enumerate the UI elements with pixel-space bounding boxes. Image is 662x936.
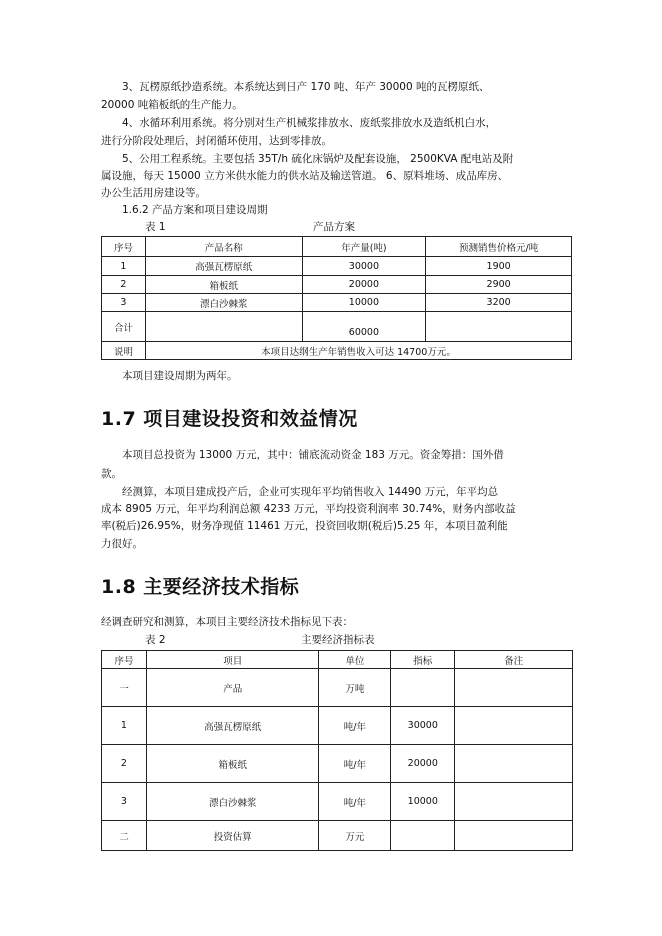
section-heading: 1.8 主要经济技术指标	[101, 576, 300, 598]
paragraph-line: 本项目建设周期为两年。	[122, 370, 238, 382]
paragraph-line: 进行分阶段处理后，封闭循环使用，达到零排放。	[101, 135, 332, 147]
table-title: 主要经济指标表	[301, 634, 375, 646]
table-cell	[455, 745, 573, 783]
paragraph-line: 经测算，本项目建成投产后，企业可实现年平均销售收入 14490 万元，年平均总	[122, 486, 499, 498]
table-note-row	[102, 342, 572, 360]
table-cell: 30000	[302, 257, 426, 276]
header-cell: 序号	[102, 651, 147, 669]
table-label: 表 2	[145, 634, 166, 646]
table-total-row	[102, 312, 572, 342]
table-cell	[455, 669, 573, 707]
table-row	[102, 669, 573, 707]
header-cell: 项目	[146, 651, 319, 669]
product-plan-table	[101, 236, 572, 360]
table-row	[102, 821, 573, 851]
table-cell: 漂白沙棘浆	[145, 294, 302, 312]
table-cell	[391, 821, 455, 851]
header-cell: 指标	[391, 651, 455, 669]
paragraph-line: 属设施，每天 15000 立方米供水能力的供水站及输送管道。 6、原料堆场、成品库房、	[101, 170, 509, 182]
table-row	[102, 707, 573, 745]
table-cell	[455, 821, 573, 851]
note-text-cell: 本项目达纲生产年销售收入可达 14700万元。	[145, 342, 571, 360]
table-row	[102, 294, 572, 312]
paragraph-line: 3、瓦楞原纸抄造系统。本系统达到日产 170 吨、年产 30000 吨的瓦楞原纸、	[122, 81, 490, 93]
table-row	[102, 257, 572, 276]
table-cell: 1900	[426, 257, 572, 276]
table-cell: 吨/年	[319, 745, 391, 783]
paragraph-line: 5、公用工程系统。主要包括 35T/h 硫化床锅炉及配套设施， 2500KVA 配电站及附	[122, 153, 514, 165]
table-header-row	[102, 651, 573, 669]
table-cell: 投资估算	[146, 821, 319, 851]
table-cell: 箱板纸	[145, 276, 302, 294]
header-cell: 备注	[455, 651, 573, 669]
paragraph-line: 款。	[101, 468, 122, 480]
header-cell: 年产量(吨)	[302, 237, 426, 257]
table-cell: 20000	[302, 276, 426, 294]
table-label: 表 1	[145, 221, 166, 233]
table-cell: 产品	[146, 669, 319, 707]
table-cell	[455, 783, 573, 821]
table-title: 产品方案	[313, 221, 355, 233]
total-label-cell: 合计	[102, 312, 146, 342]
table-cell: 3	[102, 294, 146, 312]
table-cell: 3	[102, 783, 147, 821]
table-row	[102, 745, 573, 783]
table-cell: 漂白沙棘浆	[146, 783, 319, 821]
paragraph-line: 成本 8905 万元，年平均利润总额 4233 万元，平均投资利润率 30.74%，财务内部收益	[101, 503, 516, 515]
table-row	[102, 783, 573, 821]
economic-indicators-table	[101, 650, 573, 851]
table-row	[102, 276, 572, 294]
paragraph-line: 4、水循环利用系统。将分别对生产机械浆排放水、废纸浆排放水及造纸机白水，	[122, 117, 497, 129]
subsection-heading: 1.6.2 产品方案和项目建设周期	[122, 204, 268, 216]
paragraph-line: 20000 吨箱板纸的生产能力。	[101, 99, 243, 111]
table-cell: 2	[102, 745, 147, 783]
table-header-row	[102, 237, 572, 257]
table-cell: 高强瓦楞原纸	[145, 257, 302, 276]
table-cell: 吨/年	[319, 707, 391, 745]
note-label-cell: 说明	[102, 342, 146, 360]
paragraph-line: 率(税后)26.95%，财务净现值 11461 万元，投资回收期(税后)5.25 年，本项目盈利能	[101, 520, 508, 532]
section-heading: 1.7 项目建设投资和效益情况	[101, 408, 358, 430]
total-value-cell: 60000	[302, 312, 426, 342]
table-cell: 万元	[319, 821, 391, 851]
table-cell: 2	[102, 276, 146, 294]
header-cell: 序号	[102, 237, 146, 257]
table-cell: 高强瓦楞原纸	[146, 707, 319, 745]
table-cell: 20000	[391, 745, 455, 783]
table-cell: 二	[102, 821, 147, 851]
table-cell: 10000	[302, 294, 426, 312]
table-cell: 2900	[426, 276, 572, 294]
table-cell	[391, 669, 455, 707]
paragraph-line: 力很好。	[101, 538, 143, 550]
header-cell: 预测销售价格元/吨	[426, 237, 572, 257]
table-cell: 箱板纸	[146, 745, 319, 783]
table-cell	[426, 312, 572, 342]
table-cell	[145, 312, 302, 342]
table-cell: 万吨	[319, 669, 391, 707]
table-cell: 30000	[391, 707, 455, 745]
paragraph-line: 办公生活用房建设等。	[101, 187, 206, 199]
table-cell	[455, 707, 573, 745]
table-cell: 3200	[426, 294, 572, 312]
table-cell: 10000	[391, 783, 455, 821]
table-cell: 吨/年	[319, 783, 391, 821]
table-cell: 1	[102, 707, 147, 745]
header-cell: 产品名称	[145, 237, 302, 257]
header-cell: 单位	[319, 651, 391, 669]
paragraph-line: 经调查研究和测算，本项目主要经济技术指标见下表：	[101, 616, 353, 628]
paragraph-line: 本项目总投资为 13000 万元，其中：铺底流动资金 183 万元。资金筹措：国外借	[122, 449, 504, 461]
table-cell: 一	[102, 669, 147, 707]
table-cell: 1	[102, 257, 146, 276]
